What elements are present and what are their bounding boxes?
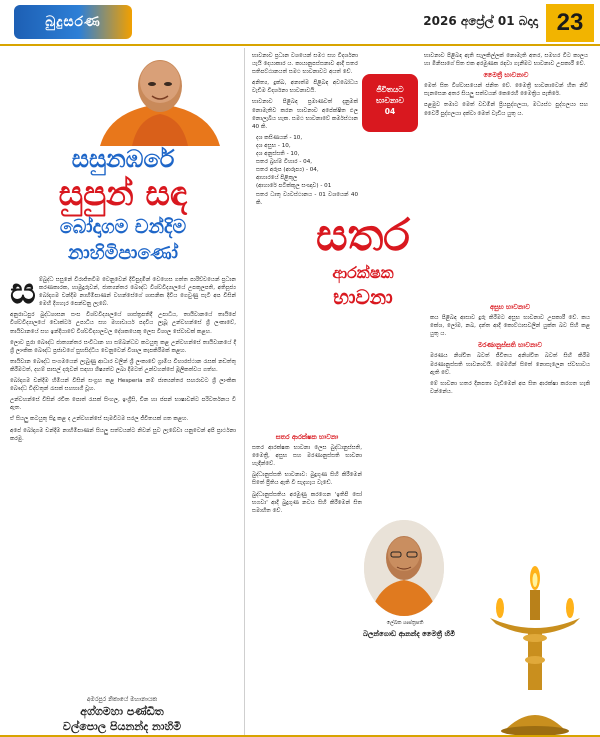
column-divider — [244, 48, 245, 737]
body-paragraph: ලොව පුරා බෞද්ධ ජාත්‍යන්තර සංවිධාන හා සම්බන්ධව කටයුතු කළ උන්වහන්සේ තායිවානයේ දී ශ්‍රී ලාංකික බෞද්ධ ප්‍රජාවගේ සුභසිද්ධිය වෙනුවෙන් විශාල කැපකිරීමක් කළහ. — [10, 339, 236, 354]
asubha-column — [430, 300, 590, 399]
author-name-line-2: වල්පොල පියනන්ද නාහිමි — [62, 720, 182, 733]
body-paragraph: භාවනාව පිළිබඳ ඇති සැලකිල්ලක් නොමැති අතර, සමහර විට කාලය හා මිනිසාගේ සිත එක අරමුණක රඳවා ගැනීමට භාවනාව උපකාරී වේ. — [424, 53, 588, 68]
logo-text: බුදුසරණ — [45, 14, 101, 30]
list-item: සතර ධාතු ව්‍යවස්ථානය - 01 වශයෙන් 40 කි. — [256, 191, 358, 206]
metta-column — [424, 52, 588, 121]
meditation-intro-column — [252, 52, 358, 207]
page-number: 23 — [546, 4, 594, 42]
body-paragraph: පළමුව තමාට මෙත් වඩමින් ප්‍රියපුද්ගලයා, මධ්‍යස්ථ පුද්ගලයා සහ වෛරී පුද්ගලයා දක්වා මෙත් වැඩිය යුතු ය. — [424, 102, 588, 117]
author-name-line-1: අග්ගමහා පණ්ඩිත — [80, 705, 164, 718]
intro-text: ම්බුද්ධ සසුනේ විරාජිතවීම වෙනුවෙන් දිවිපුදමින් වෙහෙස ගත්ත පාරිච්චයෙන් ප්‍රධාන කරණකාරක, හාමුදුරුවන්, ජාත්‍යන්තර බෞද්ධ විශ්වවිද්‍යාලයේ උපකුලපති, අතිපූජ්‍ය බෝදාගම චන්දිම නාහිමිපාණන් වහන්සේගේ ශාසනික දිවිය ගෙවුණු සැටි අප විසින් මෙහි දිගහැර පෙන්වනු ලැබේ. — [38, 277, 236, 308]
list-item: ආහාරයේ පිළිකුල — [256, 175, 298, 182]
section-heading: මරණානුස්සති භාවනාව — [477, 341, 543, 350]
body-paragraph: ඒ සියලු කටයුතු සිදු කළ ද උන්වහන්සේ සැමවිටම සරල ජීවිතයක් ගත කළහ. — [10, 416, 189, 423]
author-block — [0, 696, 244, 734]
author-role: අමරපුර නිකායේ මහානායක — [86, 696, 158, 703]
body-paragraph: අනිත්‍ය, දුක්ඛ, අනාත්ම පිළිබඳ අවබෝධය වැඩීම විදර්ශනා භාවනාවයි. — [252, 80, 358, 95]
body-paragraph: තායිවාන බෞද්ධ සංගමයෙන් ලැබුණු ආධාර වලින් ශ්‍රී ලංකාවේ ග්‍රාමීය විහාරස්ථාන රැසක් නඩත්තු කිරීමටත්, දහම් පාසල් දරුවන් සඳහා ශිෂ්‍යත්ව ලබා දීමටත් උන්වහන්සේ මූලිකත්වය ගත්හ. — [10, 358, 236, 373]
title-line-3: බෝදාගම චන්දිම — [59, 216, 187, 238]
protective-meditations-column — [252, 430, 362, 518]
title-line-1: සසුනඹරේ — [71, 145, 175, 173]
list-item: (ආහාරේ පටික්කූල සංඥාව) - 01 — [256, 183, 332, 190]
body-paragraph: අපේ බෝදාගම චන්දිම නාහිමිපාණන් සියලු සත්වයන්ට නිවන් සුව ලැබේවා යනුවෙන් අපි ප්‍රාර්ථනා කරමු. — [10, 427, 236, 442]
intro-paragraph — [10, 270, 236, 312]
body-paragraph: බුද්ධානුස්සතිය අරමුණු කරගෙන 'ඉතිපි සෝ භගවා' ආදී බුදුගුණ නවය සිහි කිරීමෙන් සිත සමාහිත වේ. — [252, 491, 362, 514]
oil-lamp-image — [470, 560, 600, 737]
body-paragraph: මරණය නිශ්චිත බවත් ජීවිතය අනිශ්චිත බවත් සිහි කිරීම මරණානුස්සති භාවනාවයි. මෙමගින් සිතේ නොසැලෙන ස්වභාවය ඇති වේ. — [430, 353, 590, 376]
body-paragraph: අනුරාධපුර බුද්ධශාසන සංඝ විශ්වවිද්‍යාලයේ ශාස්ත්‍රපතිදී උපාධිය, තායිවානයේ තායිපේ විශ්වවිද්‍යාලයේ ඩොක්ටර් උපාධිය සහ මහාචාර්ය පදවිය ලැබූ උන්වහන්සේ ශ්‍රී ලංකාවේ, තායිවානයේ සහ ඉන්දියාවේ විශ්වවිද්‍යාලවල දේශකයෙකු ලෙස විශාල සේවාවක් කළහ. — [10, 312, 236, 335]
badge-line-2: භාවනාව — [376, 96, 404, 105]
title-line-4: නාහිමිපාණෝ — [68, 242, 178, 264]
body-paragraph: කය පිළිබඳ ආසාව දුරු කිරීමට අසුභ භාවනාව උපකාරී වේ. කය කේශ, ලෝම, නඛ, දන්ත ආදී කොට්ඨාසවලින් යුක්ත බව සිහි කළ යුතු ය. — [430, 315, 590, 338]
feature-title-line-2: ආරක්ෂක — [332, 263, 394, 282]
body-paragraph: භාවනාව පිළිබඳ ප්‍රමාණවත් දැනුමක් නොමැතිව කරන භාවනාව අපේක්ෂිත ඵල නොලැබිය හැක. සමථ භාවනාවේ කර්මස්ථාන 40 කි. — [252, 99, 358, 130]
body-paragraph: සතර ආරක්ෂක භාවනා ලෙස බුද්ධානුස්සති, මෛත්‍රී, අසුභ සහ මරණානුස්සති භාවනා හැඳින්වේ. — [252, 445, 362, 468]
author-caption-role: ලේඛක ශාස්ත්‍රපති — [386, 620, 424, 626]
list-item: දශ අසුභ - 10, — [256, 142, 291, 149]
list-item: දශ අනුස්සති - 10, — [256, 151, 300, 158]
section-heading: අසුභ භාවනාව — [489, 303, 531, 311]
list-item: සතර බ්‍රහ්ම විහාර - 04, — [256, 159, 313, 166]
section-heading: සතර ආරක්ෂක භාවනා — [275, 433, 339, 441]
body-paragraph: භාවනාව ප්‍රධාන වශයෙන් සමථ සහ විදර්ශනා යැයි දෙයාකාර ය. කායානුපස්සනාව ආදී සතර සතිපට්ඨානයත් සමථ භාවනාවට අයත් වේ. — [252, 53, 358, 76]
badge-line-1: ජීවිතයට — [376, 85, 404, 94]
lead-article — [0, 48, 244, 737]
section-heading: මෛත්‍රී භාවනාව — [483, 71, 529, 80]
body-paragraph: උන්වහන්සේ විසින් රචිත පොත් රැසක් සිංහල, ඉංග්‍රීසි, චීන හා ජපන් භාෂාවන්ට පරිවර්තනය වී ඇත. — [10, 397, 236, 412]
list-item: දශ කසිණයන් - 10, — [256, 134, 303, 141]
title-line-2: සුපුන් සඳ — [58, 174, 188, 214]
body-paragraph: මේ භාවනා හතර දිනපතා වැඩීමෙන් අප සිත ආරක්ෂා කරගත හැකි වන්නේය. — [430, 380, 590, 395]
article-title — [8, 144, 238, 266]
author-caption-name: බලන්ගොඩ ආනන්ද මෛත්‍රී හිමි — [362, 630, 456, 638]
feature-title-line-3: භාවනා — [333, 285, 393, 309]
author-portrait-image — [364, 520, 444, 616]
list-item: සතර අරූප (ආරූප්‍ය) - 04, — [256, 167, 319, 174]
article-body — [10, 270, 236, 446]
body-paragraph: බෝදාගම චන්දිම හිමියන් විසින් සංග්‍රහ කළ Hesperia නම් ජාත්‍යන්තර සඟරාවට ශ්‍රී ලාංකික බෞද්ධ විද්වතුන් රැසක් සහභාගී වූහ. — [10, 378, 236, 393]
body-paragraph: බුද්ධානුස්සති භාවනාව: බුදුගුණ සිහි කිරීමෙන් සිතේ ප්‍රීතිය ඇති වී සැදැහැය වැඩේ. — [252, 472, 362, 487]
monk-portrait-image — [80, 52, 240, 146]
body-paragraph: මෙත් සිත විශ්වාසයෙන් ජනිත වේ. මෛත්‍රී භාවනාවෙන් හිත නිවී සැනසෙන අතර සියලු සත්වයන් කෙරෙහි මෛත්‍රිය පැතිරේ. — [424, 83, 588, 98]
page-header — [0, 0, 600, 46]
feature-title-line-1: සතර — [316, 210, 410, 261]
drop-cap: ස — [10, 270, 36, 312]
feature-title — [288, 210, 438, 310]
badge-line-3: 04 — [384, 107, 396, 116]
series-badge — [362, 74, 418, 132]
issue-date: 2026 අප්‍රේල් 01 බදාදා — [423, 14, 538, 28]
newspaper-logo[interactable] — [14, 5, 132, 39]
